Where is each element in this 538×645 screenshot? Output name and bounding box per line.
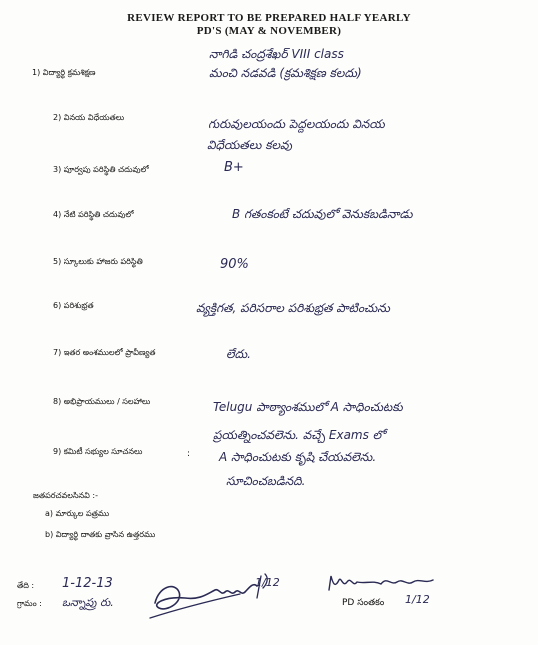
signature-date: 1/12 [255,576,280,589]
pd-signature-date: 1/12 [405,593,430,606]
report-title: REVIEW REPORT TO BE PREPARED HALF YEARLY [127,12,411,24]
answer-opinions-line2: ప్రయత్నించవలెను. వచ్చే Exams లో [213,428,386,442]
date-label: తేది : [17,581,35,590]
answer-current-status: B గతంకంటే చదువులో వెనుకబడినాడు [232,207,413,221]
colon-mark: : [187,449,191,459]
item-label-other-skills: 7) ఇతర అంశములలో ప్రావీణ్యత [53,348,156,357]
item-label-cleanliness: 6) పరిశుభ్రత [53,301,94,310]
item-label-opinions: 8) అభిప్రాయములు / సలహాలు [53,397,151,406]
item-label-attendance: 5) స్కూలుకు హాజరు పరిస్థితి [53,257,143,266]
answer-cleanliness: వ్యక్తిగత, పరిసరాల పరిశుభ్రత పాటించును [196,301,390,315]
report-subtitle: PD'S (MAY & NOVEMBER) [196,25,342,37]
answer-attendance: 90% [220,257,249,272]
item-label-previous-status: 3) పూర్వపు పరిస్థితి చదువులో [53,165,149,174]
place-label: గ్రామం : [17,599,42,608]
answer-obedience-line2: విధేయతలు కలవు [207,138,292,152]
item-label-current-status: 4) నేటి పరిస్థితి చదువులో [53,210,134,219]
answer-committee-line1: A సాధించుటకు కృషి చేయవలెను. [219,450,377,464]
place-value: ఒన్నాప్రు రు. [62,596,114,609]
enclosures-title: జతపరచవలసినవి :- [33,491,98,500]
enclosure-item-marks: a) మార్కుల పత్రము [45,509,110,518]
item-label-committee-suggestions: 9) కమిటీ సభ్యుల సూచనలు [53,447,143,456]
date-value: 1-12-13 [62,576,113,591]
item-label-obedience: 2) వినయ విధేయతలు [53,113,125,122]
pd-signature [325,570,440,594]
answer-discipline-line2: మంచి నడవడి (క్రమశిక్షణ కలదు) [209,66,362,80]
enclosure-item-letter: b) విద్యార్థి దాతకు వ్రాసిన ఉత్తరము [45,530,156,539]
answer-discipline-line1: నాగిడి చంద్రశేఖర్ VIII class [209,47,344,61]
answer-committee-line2: సూచించబడినది. [226,474,306,488]
answer-other-skills: లేదు. [226,347,251,361]
item-label-discipline: 1) విద్యార్థి క్రమశిక్షణ [32,68,96,77]
pd-signature-label: PD సంతకం [342,598,385,608]
answer-obedience-line1: గురువులయందు పెద్దలయందు వినయ [208,117,385,131]
answer-previous-status: B+ [224,160,244,175]
answer-opinions-line1: Telugu పాఠ్యాంశములో A సాధించుటకు [213,400,403,414]
